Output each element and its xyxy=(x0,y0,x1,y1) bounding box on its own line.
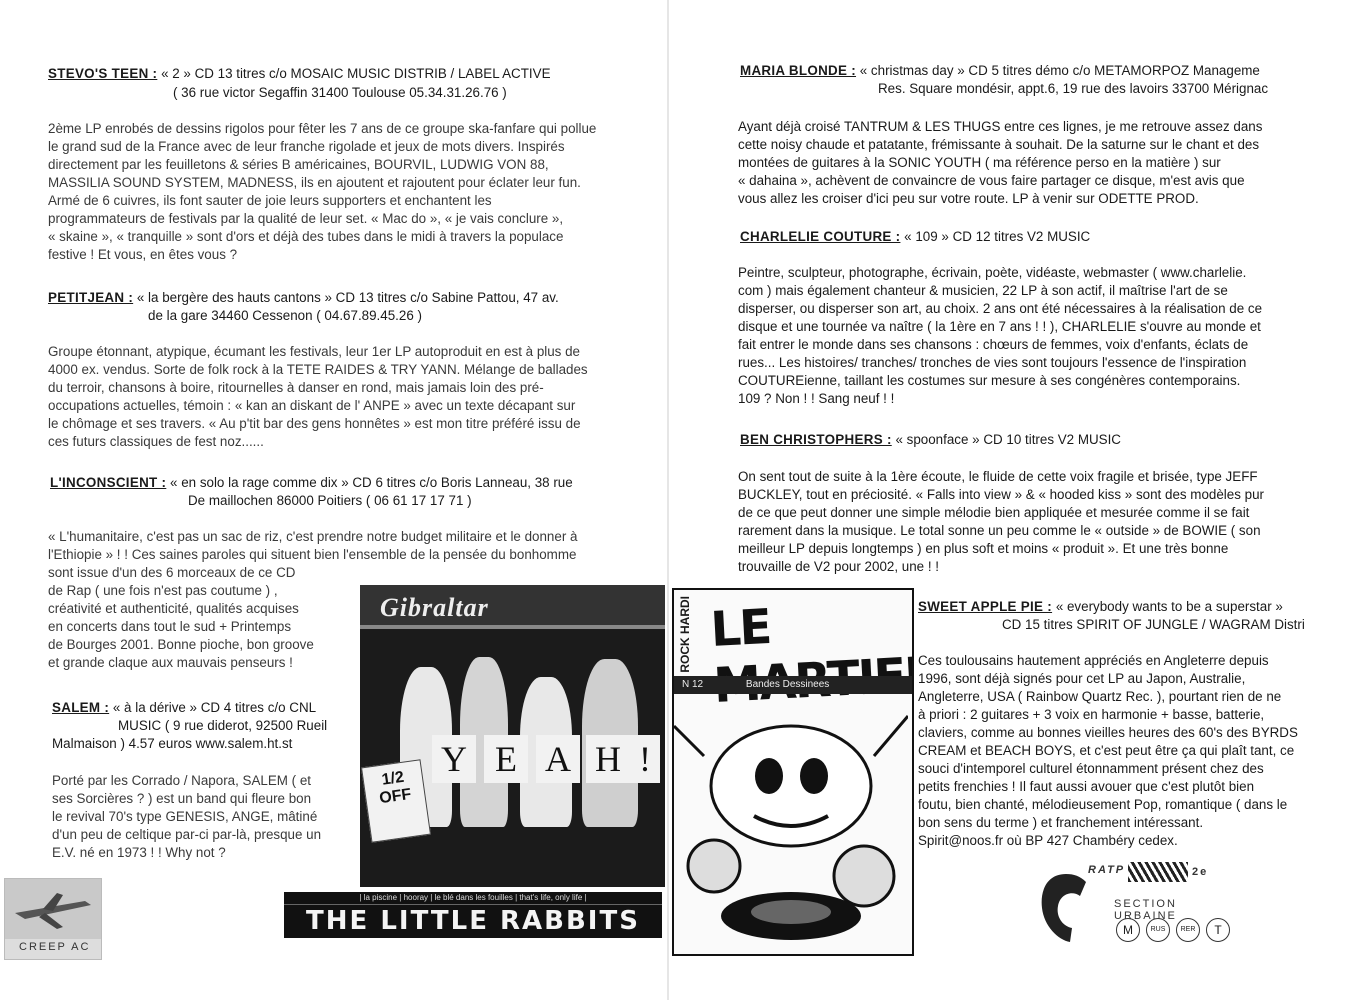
review-charlelie-heading xyxy=(740,228,1090,246)
review-inconscient-heading xyxy=(50,474,573,492)
banner-tracklist: | la piscine | hooray | le blé dans les fouilles | that's life, only life | xyxy=(284,892,662,905)
review-body: Peintre, sculpteur, photographe, écrivain, poète, vidéaste, webmaster ( www.charlelie. com ) mais également chanteur & musicien, 22 LP à son actif, il maîtrise l'art de se disperser, ou disperser son art, au choix. 2 ans ont été nécessaires à la réalisation de ce disque et une tournée va naître ( la 1ère en 7 ans ! ! ), CHARLELIE s'ouvre au monde et fait entrer le monde dans ses chansons : chœurs de femmes, voix d'enfants, éclats de rues... Les histoires/ tranches/ tronches de vies sont toujours l'essence de l'inspiration COUTUREienne, taillant les costumes sur mesure à ses congénères contemporains. 109 ? Non ! ! Sang neuf ! ! xyxy=(738,265,1263,406)
ratp-number: 2e xyxy=(1192,866,1209,878)
metro-icon: M xyxy=(1116,918,1140,942)
review-body: Groupe étonnant, atypique, écumant les festivals, leur 1er LP autoproduit en est à plus de 4000 ex. vendus. Sorte de folk rock à la TETE RAIDES & TRY YANN. Mélange de ballades du terroir, chansons à boire, ritournelles à danser en rond, mais jamais loin des pré- occupations actuelles, témoin : « kan an diskant de l' ANPE » avec un texte décapant sur le chômage et ses travers. « Au p'tit bar des gens honnêtes » est mon titre préféré issu de ces futurs classiques de fest noz...... xyxy=(48,344,588,449)
comic-strip xyxy=(674,676,912,694)
release-info: « en solo la rage comme dix » CD 6 titres c/o Boris Lanneau, 38 rue xyxy=(170,475,573,490)
release-info: « à la dérive » CD 4 titres c/o CNL xyxy=(112,700,317,715)
review-body: Ces toulousains hautement appréciés en Angleterre depuis 1996, sont déjà signés pour cet LP au Japon, Australie, Angleterre, USA ( Rainbow Quartz Rec. ), pourtant rien de ne à priori : 2 guitares + 3 voix en harmonie + basse, batterie, claviers, comme au bonnes vieilles heures des 60's des BYRDS CREAM et BEACH BOYS, et c'est peut être ça qui plaît tant, ce souci d'intemporel culturel étonnamment présent chez des petits frenchies ! Il faut aussi avouer que c'est plutôt bien foutu, bien chanté, mélodieusement Pop, romantique ( dans le bon sens du terme ) et franchement intéressant. Spirit@noos.fr où BP 427 Chambéry cedex. xyxy=(918,653,1298,848)
review-body: Porté par les Corrado / Napora, SALEM ( et ses Sorcières ? ) est un band qui fleure bon le revival 70's type GENESIS, ANGE, mâtiné d'un peu de celtique par-ci par-là, presque un E.V. né en 1973 ! ! Why not ? xyxy=(52,773,322,860)
review-body-continued: sont issue d'un des 6 morceaux de ce CD de Rap ( une fois n'est pas coutume ) , créativité et authenticité, qualités acquises en concerts dans tout le sud + Printemps de Bourges 2001. Bonne pioche, bon groove et grande claque aux mauvais penseurs ! xyxy=(48,565,314,670)
yeah-letter-sign: E xyxy=(484,735,528,783)
band-name: CHARLELIE COUTURE : xyxy=(740,229,901,244)
transport-badges xyxy=(1116,918,1230,942)
bus-icon: RUS xyxy=(1146,918,1170,942)
review-sweet-apple-pie-heading xyxy=(918,598,1283,616)
band-name: MARIA BLONDE : xyxy=(740,63,857,78)
label-address: Res. Square mondésir, appt.6, 19 rue des lavoirs 33700 Mérignac xyxy=(878,81,1269,96)
band-photo xyxy=(360,585,665,887)
half-off-sign xyxy=(361,759,431,843)
comic-issue: N 12 xyxy=(682,679,704,690)
rer-icon: RER xyxy=(1176,918,1200,942)
tram-icon: T xyxy=(1206,918,1230,942)
review-salem-heading xyxy=(52,699,316,717)
comic-vertical-label: ROCK HARDI xyxy=(678,596,692,673)
yeah-letter-sign: H xyxy=(586,735,630,783)
little-rabbits-banner xyxy=(284,892,662,938)
band-name: SALEM : xyxy=(52,700,110,715)
creep-ac-text: CREEP AC xyxy=(19,941,91,953)
band-name: L'INCONSCIENT : xyxy=(50,475,167,490)
band-name: SWEET APPLE PIE : xyxy=(918,599,1053,614)
le-martien-cover xyxy=(672,588,914,956)
review-body: 2ème LP enrobés de dessins rigolos pour fêter les 7 ans de ce groupe ska-fanfare qui pollue le grand sud de la France avec de leur franche rigolade et jeux de mots divers. Inspirés directement par les feuilletons & séries B américaines, BOURVIL, LUDWIG VON 88, MASSILIA SOUND SYSTEM, MADNESS, ils en ajoutent et rajoutent pour éclater leur fun. Armé de 6 cuivres, ils font sauter de joie leurs supporters et enchantent les programmateurs de festivals par la qualité de leur set. « Mac do », « je vais conclure », « skaine », « tranquille » sont d'ors et déjà des tubes dans le midi à travers la populace festive ! Et vous, en êtes vous ? xyxy=(48,121,597,262)
label-address: De maillochen 86000 Poitiers ( 06 61 17 17 71 ) xyxy=(188,493,472,508)
review-ben-christophers-heading xyxy=(740,431,1121,449)
release-info: « spoonface » CD 10 titres V2 MUSIC xyxy=(895,432,1121,447)
creep-ac-logo xyxy=(4,878,102,960)
review-body: « L'humanitaire, c'est pas un sac de riz, c'est prendre notre budget militaire et le donner à l'Ethiopie » ! ! Ces saines paroles qui situent bien l'ensemble de la pensée du bonhomme xyxy=(48,529,578,562)
comic-illustration xyxy=(674,696,908,950)
release-info: « christmas day » CD 5 titres démo c/o METAMORPOZ Manageme xyxy=(859,63,1260,78)
release-info: « 109 » CD 12 titres V2 MUSIC xyxy=(904,229,1091,244)
review-stevos-teen-heading xyxy=(48,65,551,83)
plane-icon xyxy=(5,879,101,939)
review-body: On sent tout de suite à la 1ère écoute, le fluide de cette voix fragile et brisée, type JEFF BUCKLEY, tout en préciosité. « Falls into view » & « hooded kiss » sont des modèles pur de ce que peut donner une simple mélodie bien appliquée et mesurée comme il se fait rarement dans la musique. Le total sonne un peu comme le « outside » de BOWIE ( son meilleur LP depuis longtemps ) en plus soft et moins « produit ». Et une très bonne trouvaille de V2 pour 2002, une ! ! xyxy=(738,469,1264,574)
label-address-line2: Malmaison ) 4.57 euros www.salem.ht.st xyxy=(52,736,293,751)
label-address: MUSIC ( 9 rue diderot, 92500 Rueil xyxy=(118,718,328,733)
comic-subtitle: Bandes Dessinees xyxy=(745,679,830,690)
ratp-head-icon xyxy=(1036,868,1096,948)
review-body: Ayant déjà croisé TANTRUM & LES THUGS entre ces lignes, je me retrouve assez dans cette noisy chaude et patatante, frémissante à souhait. De la saturne sur le chant et des montées de guitares à la SONIC YOUTH ( ma référence perso en la matière ) sur « dahaina », achèvent de convaincre de vous faire partager ce disque, m'est avis que vous allez les croiser d'ici peu sur votre route. LP à venir sur ODETTE PROD. xyxy=(738,119,1263,206)
yeah-letter-sign: ! xyxy=(630,735,660,783)
band-name: BEN CHRISTOPHERS : xyxy=(740,432,892,447)
release-info: « la bergère des hauts cantons » CD 13 titres c/o Sabine Pattou, 47 av. xyxy=(136,290,559,305)
label-address: ( 36 rue victor Segaffin 31400 Toulouse 05.34.31.26.76 ) xyxy=(173,85,507,100)
right-page xyxy=(672,0,1356,1000)
review-maria-blonde-heading xyxy=(740,62,1260,80)
band-name: STEVO'S TEEN : xyxy=(48,66,158,81)
label-address: de la gare 34460 Cessenon ( 04.67.89.45.26 ) xyxy=(148,308,422,323)
release-info: « 2 » CD 13 titres c/o MOSAIC MUSIC DISTRIB / LABEL ACTIVE xyxy=(161,66,551,81)
review-petitjean-heading xyxy=(48,289,559,307)
half-off-text: 1/2 OFF xyxy=(378,768,413,808)
banner-title: THE LITTLE RABBITS xyxy=(306,906,640,936)
yeah-letter-sign: A xyxy=(536,735,580,783)
ratp-logo xyxy=(1036,858,1236,950)
ratp-label: RATP xyxy=(1088,864,1126,876)
label-distrib: CD 15 titres SPIRIT OF JUNGLE / WAGRAM Distri xyxy=(1002,617,1305,632)
left-page xyxy=(0,0,668,1000)
release-info: « everybody wants to be a superstar » xyxy=(1055,599,1283,614)
yeah-letter-sign: Y xyxy=(432,735,476,783)
awning-edge xyxy=(360,625,665,629)
shop-sign-text: Gibraltar xyxy=(380,593,489,622)
comic-title: LE xyxy=(709,598,772,658)
band-name: PETITJEAN : xyxy=(48,290,134,305)
ratp-section: SECTION URBAINE xyxy=(1114,898,1177,922)
page-fold xyxy=(667,0,669,1000)
ratp-hatch xyxy=(1128,862,1188,882)
